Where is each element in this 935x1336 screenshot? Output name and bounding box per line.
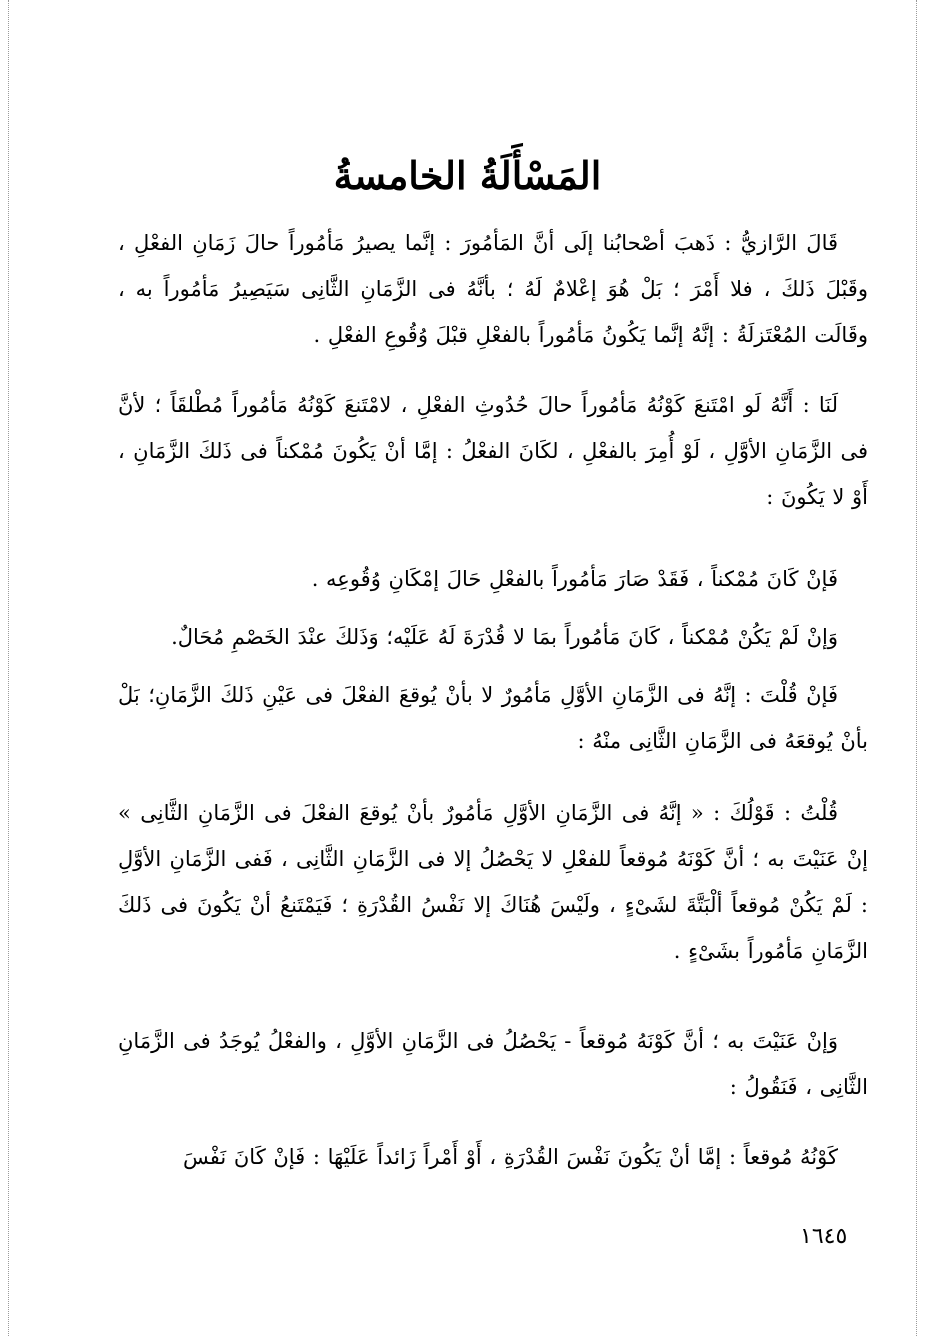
paragraph-4 <box>118 614 868 660</box>
chapter-title: المَسْأَلَةُ الخامسةُ <box>333 153 602 198</box>
paragraph-text: قَالَ الرَّازيُّ : ذَهبَ أصْحابُنا إلَى أنَّ المَأمُورَ : إنَّما يصيرُ مَأمُوراً حالَ زَمَانِ الفعْلِ ، وقَبْلَ ذَلكَ ، فلا أَمْرَ ؛ بَلْ هُوَ إعْلامٌ لَهُ ؛ بأنَّهُ فى الزَّمَانِ الثَّانِى سَيَصِيرُ مَأمُوراً به ، وقَالَت المُعْتَزلَةُ : إنَّهُ إنَّما يَكُونُ مَأمُوراً بالفعْلِ قبْلَ وُقُوعِ الفعْلِ . <box>118 231 868 347</box>
paragraph-1 <box>118 220 868 358</box>
paragraph-8 <box>118 1134 868 1180</box>
paragraph-text: فَإنْ قُلْتَ : إنَّهُ فى الزَّمَانِ الأوَّلِ مَأمُورٌ لا بأنْ يُوقعَ الفعْلَ فى عَيْنِ ذَلكَ الزَّمَانِ؛ بَلْ بأنْ يُوقعَهُ فى الزَّمَانِ الثَّانِى منْهُ : <box>118 683 868 753</box>
paragraph-text: كَوْنُهُ مُوقعاً : إمَّا أنْ يَكُونَ نَفْسَ القُدْرَةِ ، أَوْ أَمْراً زَائداً عَلَيْهَا : فَإنْ كَانَ نَفْسَ <box>182 1145 838 1169</box>
paragraph-5 <box>118 672 868 764</box>
paragraph-3 <box>118 556 868 602</box>
paragraph-7 <box>118 1018 868 1110</box>
page-number: ١٦٤٥ <box>800 1224 848 1249</box>
paragraph-text: فَإنْ كَانَ مُمْكناً ، فَقَدْ صَارَ مَأمُوراً بالفعْلِ حَالَ إمْكَانِ وُقُوعِه . <box>311 567 838 591</box>
paragraph-text: وَإنْ لَمْ يَكُنْ مُمْكناً ، كَانَ مَأمُوراً بمَا لا قُدْرَةَ لَهُ عَلَيْه؛ وَذَلكَ عنْدَ الخَصْمِ مُحَالٌ. <box>171 625 838 649</box>
paragraph-text: لَنَا : أَنَّهُ لَو امْتَنعَ كَوْنُهُ مَأمُوراً حالَ حُدُوثِ الفعْلِ ، لامْتَنعَ كَوْنُهُ مَأمُوراً مُطْلقَاً ؛ لأنَّ فى الزَّمَانِ الأوَّلِ ، لَوْ أُمِرَ بالفعْلِ ، لكَانَ الفعْلُ : إمَّا أنْ يَكُونَ مُمْكناً فى ذَلكَ الزَّمَانِ ، أَوْ لا يَكُونَ : <box>118 393 868 509</box>
paragraph-text: وَإنْ عَنَيْتَ به ؛ أنَّ كَوْنَهُ مُوقعاً - يَحْصُلُ فى الزَّمَانِ الأوَّلِ ، والفعْلُ يُوجَدُ فى الزَّمَانِ الثَّانِى ، فَنَقُولُ : <box>118 1029 868 1099</box>
paragraph-2 <box>118 382 868 520</box>
paragraph-text: قُلْتُ : قَوْلُكَ : « إنَّهُ فى الزَّمَانِ الأوَّلِ مَأمُورٌ بأنْ يُوقعَ الفعْلَ فى الزَّمَانِ الثَّانِى » إنْ عَنَيْتَ به ؛ أنَّ كَوْنَهُ مُوقعاً للفعْلِ لا يَحْصُلُ إلا فى الزَّمَانِ الثَّانِى ، فَفى الزَّمَانِ الأوَّلِ : لَمْ يَكُنْ مُوقعاً ألْبَتَّةَ لشَىْءٍ ، ولَيْسَ هُنَاكَ إلا نَفْسُ القُدْرَةِ ؛ فَيَمْتَنعُ أنْ يَكُونَ فى ذَلكَ الزَّمَانِ مَأمُوراً بشَىْءٍ . <box>118 801 868 963</box>
paragraph-6 <box>118 790 868 974</box>
